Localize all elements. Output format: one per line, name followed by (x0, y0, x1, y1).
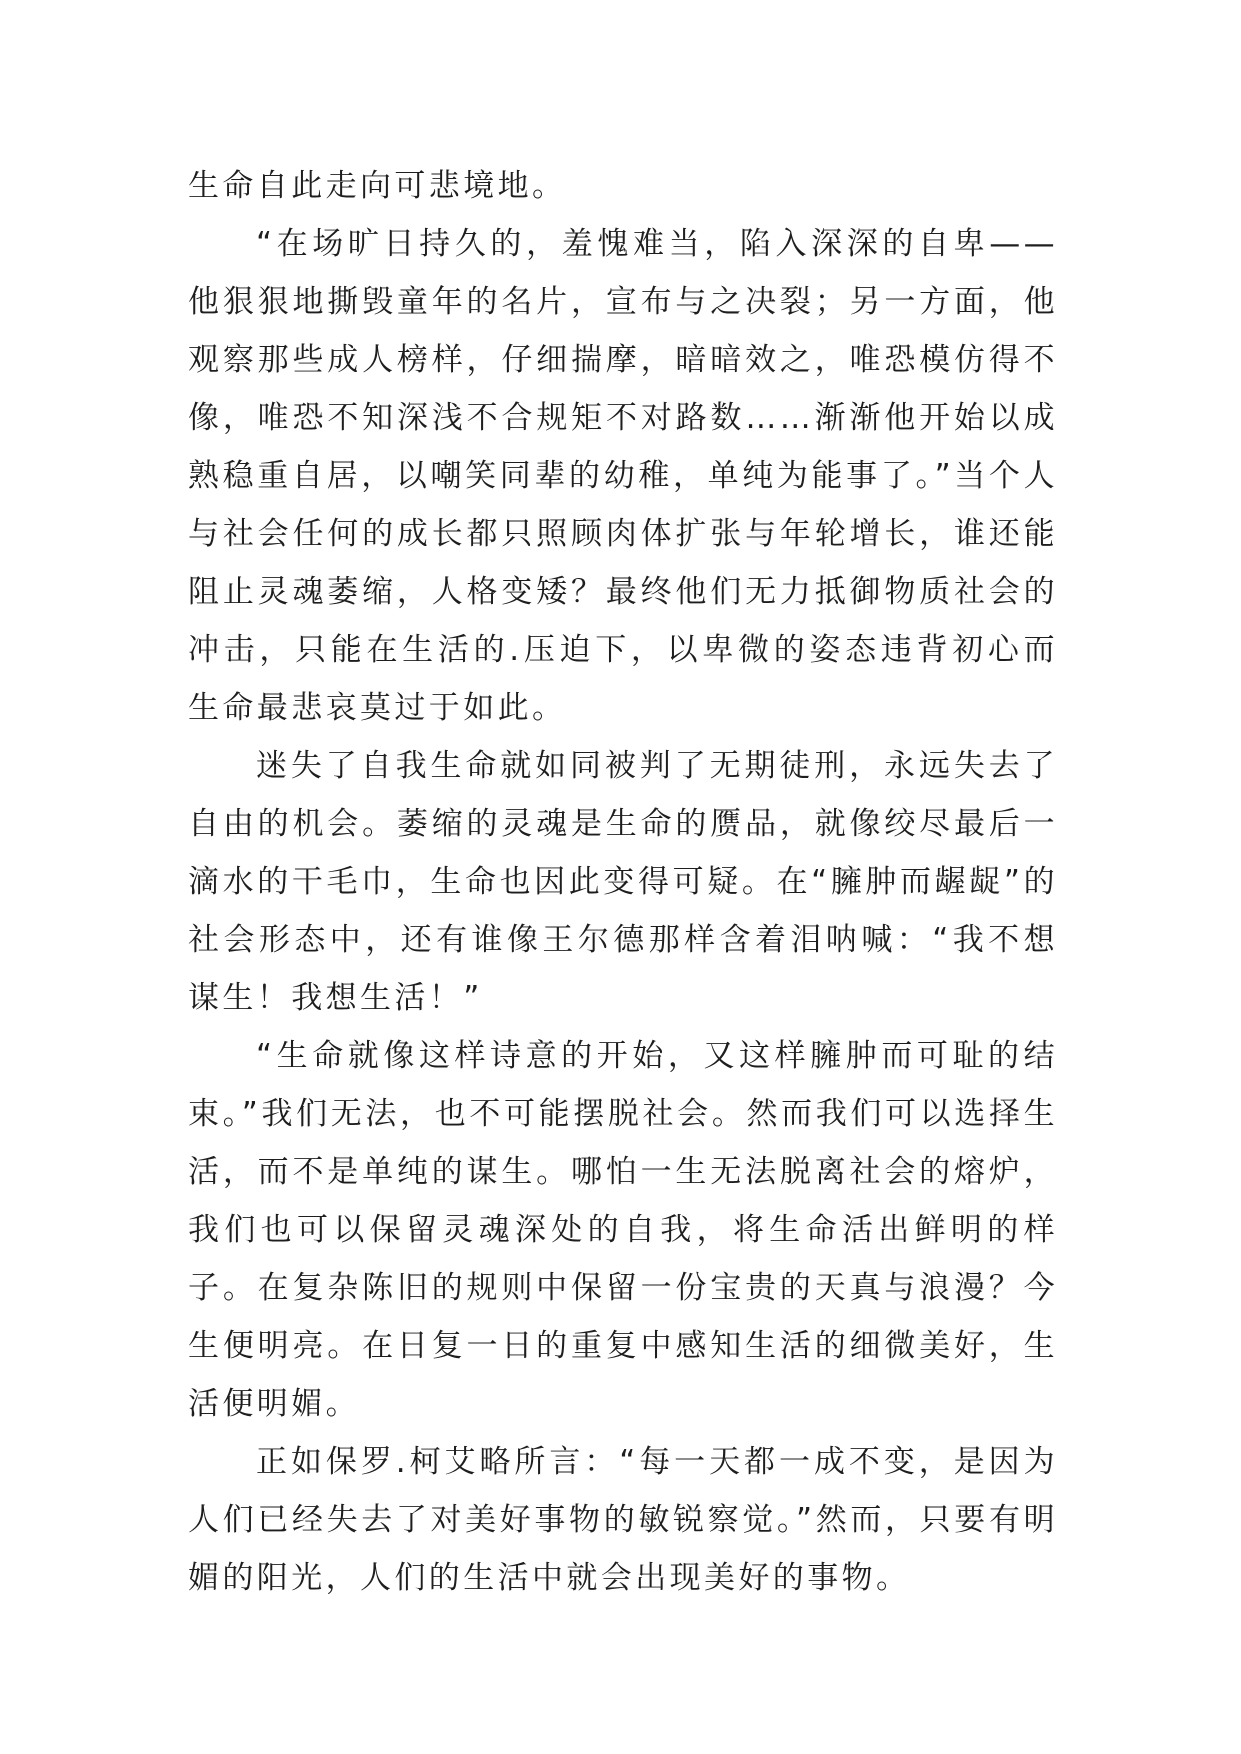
document-body (188, 157, 1058, 1607)
paragraph-4: “生命就像这样诗意的开始，又这样臃肿而可耻的结束。”我们无法，也不可能摆脱社会。然而我们可以选择生活，而不是单纯的谋生。哪怕一生无法脱离社会的熔炉，我们也可以保留灵魂深处的自我，将生命活出鲜明的样子。在复杂陈旧的规则中保留一份宝贵的天真与浪漫？今生便明亮。在日复一日的重复中感知生活的细微美好，生活便明媚。 (188, 1038, 1058, 1422)
paragraph-5: 正如保罗.柯艾略所言：“每一天都一成不变，是因为人们已经失去了对美好事物的敏锐察觉。”然而，只要有明媚的阳光，人们的生活中就会出现美好的事物。 (188, 1444, 1058, 1596)
paragraph-1: 生命自此走向可悲境地。 (188, 168, 567, 204)
paragraph-2: “在场旷日持久的，羞愧难当，陷入深深的自卑——他狠狠地撕毁童年的名片，宣布与之决裂；另一方面，他观察那些成人榜样，仔细揣摩，暗暗效之，唯恐模仿得不像，唯恐不知深浅不合规矩不对路数……渐渐他开始以成熟稳重自居，以嘲笑同辈的幼稚，单纯为能事了。”当个人与社会任何的成长都只照顾肉体扩张与年轮增长，谁还能阻止灵魂萎缩，人格变矮？最终他们无力抵御物质社会的冲击，只能在生活的.压迫下，以卑微的姿态违背初心而生命最悲哀莫过于如此。 (188, 226, 1058, 726)
paragraph-3: 迷失了自我生命就如同被判了无期徒刑，永远失去了自由的机会。萎缩的灵魂是生命的赝品，就像绞尽最后一滴水的干毛巾，生命也因此变得可疑。在“臃肿而龌龊”的社会形态中，还有谁像王尔德那样含着泪呐喊：“我不想谋生！我想生活！” (188, 748, 1058, 1016)
